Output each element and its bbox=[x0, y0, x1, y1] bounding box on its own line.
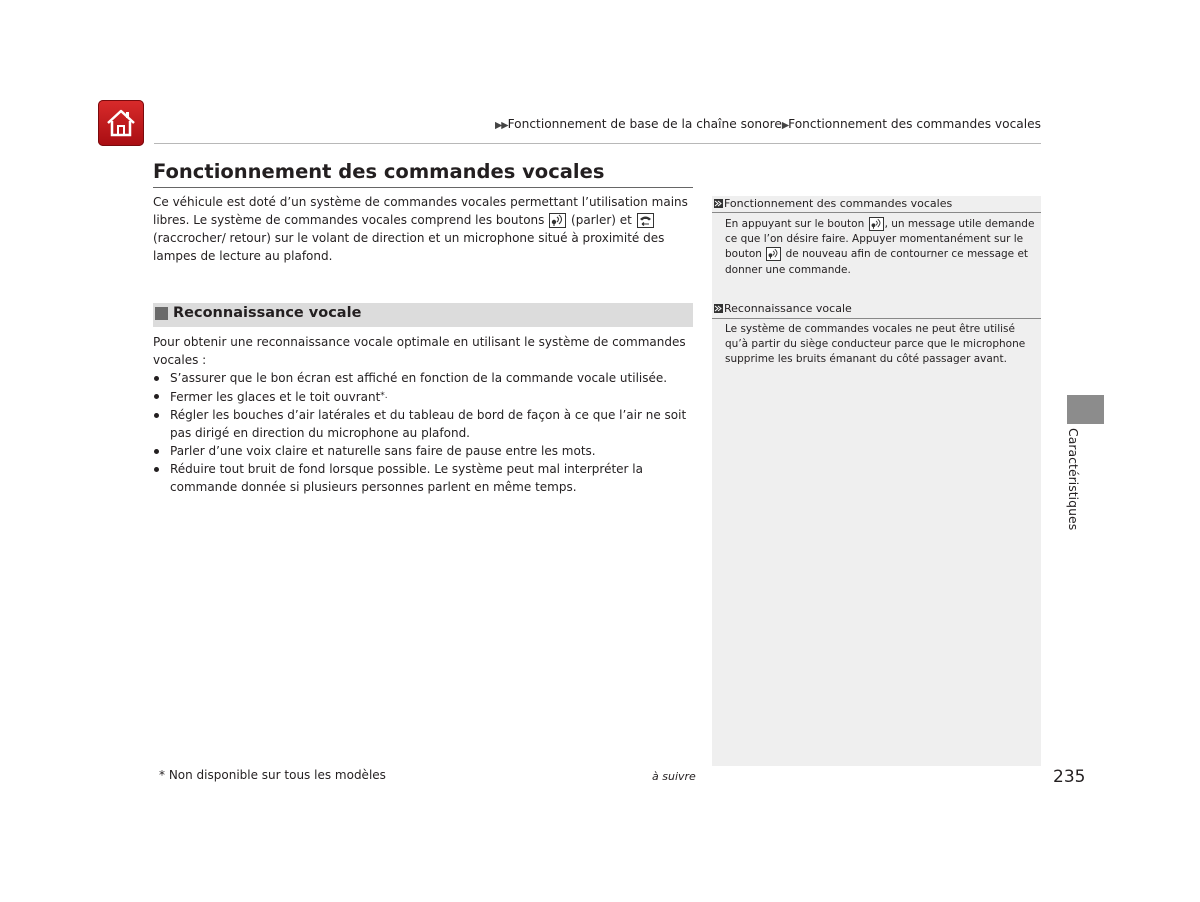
chapter-tab[interactable] bbox=[1067, 395, 1104, 424]
side-note-body bbox=[725, 217, 1035, 278]
list-item-text: Réduire tout bruit de fond lorsque possible. Le système peut mal interpréter la commande donnée si plusieurs personnes parlent en même temps. bbox=[170, 462, 643, 494]
footnote: * Non disponible sur tous les modèles bbox=[159, 768, 386, 782]
breadcrumb-arrow-icon: ▶ bbox=[781, 120, 789, 131]
section-title: Reconnaissance vocale bbox=[173, 305, 362, 321]
bullet-icon bbox=[154, 394, 159, 399]
side-note-body: Le système de commandes vocales ne peut être utilisé qu’à partir du siège conducteur parce que le microphone supprime les bruits émanant du côté passager avant. bbox=[725, 323, 1026, 366]
hang-up-back-button-icon bbox=[637, 213, 654, 228]
list-item-text: S’assurer que le bon écran est affiché en fonction de la commande vocale utilisée. bbox=[170, 371, 668, 385]
section-square-icon bbox=[155, 307, 168, 320]
talk-button-icon bbox=[549, 213, 566, 228]
list-item bbox=[153, 387, 698, 406]
home-button[interactable] bbox=[98, 100, 144, 146]
list-item bbox=[153, 460, 698, 496]
side-notes-panel bbox=[712, 196, 1041, 766]
side-note-title[interactable] bbox=[714, 197, 952, 210]
side-note-divider bbox=[712, 318, 1041, 319]
home-icon bbox=[105, 107, 137, 139]
footnote-mark: *. bbox=[380, 391, 388, 401]
note-badge-icon bbox=[714, 304, 723, 313]
bullet-list bbox=[153, 369, 698, 496]
side-note-title-text: Fonctionnement des commandes vocales bbox=[724, 197, 953, 210]
bullet-icon bbox=[154, 449, 159, 454]
page-title: Fonctionnement des commandes vocales bbox=[153, 160, 605, 183]
breadcrumb bbox=[420, 117, 1041, 131]
continued-label: à suivre bbox=[652, 770, 696, 783]
chapter-tab-label[interactable]: Caractéristiques bbox=[1066, 428, 1081, 531]
breadcrumb-arrow-icon: ▶▶ bbox=[494, 120, 508, 131]
side-note-text-1: En appuyant sur le bouton bbox=[725, 218, 868, 230]
header-divider bbox=[154, 143, 1041, 144]
side-note-text-3: de nouveau afin de contourner ce message et donner une commande. bbox=[725, 248, 1029, 276]
list-item bbox=[153, 369, 698, 387]
page-number: 235 bbox=[1053, 767, 1086, 787]
intro-paragraph bbox=[153, 193, 698, 265]
list-item bbox=[153, 442, 698, 460]
list-item bbox=[153, 406, 698, 442]
note-badge-icon bbox=[714, 199, 723, 208]
side-note-text-2: , un message utile demande ce que l’on désire faire. Appuyer momentanément sur le bouton bbox=[725, 218, 1035, 261]
breadcrumb-item-voice[interactable]: Fonctionnement des commandes vocales bbox=[788, 117, 1041, 131]
list-item-text: Parler d’une voix claire et naturelle sans faire de pause entre les mots. bbox=[170, 444, 596, 458]
bullet-icon bbox=[154, 467, 159, 472]
section-intro: Pour obtenir une reconnaissance vocale optimale en utilisant le système de commandes vocales : bbox=[153, 335, 686, 367]
intro-text-3: (raccrocher/ retour) sur le volant de direction et un microphone situé à proximité des lampes de lecture au plafond. bbox=[153, 231, 665, 263]
talk-button-icon bbox=[869, 217, 884, 231]
list-item-text: Régler les bouches d’air latérales et du tableau de bord de façon à ce que l’air ne soit pas dirigé en direction du microphone au plafond. bbox=[170, 408, 687, 440]
bullet-icon bbox=[154, 376, 159, 381]
list-item-text: Fermer les glaces et le toit ouvrant bbox=[170, 390, 381, 404]
breadcrumb-item-audio[interactable]: Fonctionnement de base de la chaîne sonore bbox=[507, 117, 782, 131]
bullet-icon bbox=[154, 413, 159, 418]
title-divider bbox=[153, 187, 693, 188]
side-note-divider bbox=[712, 212, 1041, 213]
side-note-title-text: Reconnaissance vocale bbox=[724, 302, 852, 315]
talk-button-icon bbox=[766, 247, 781, 261]
side-note-title[interactable] bbox=[714, 302, 852, 315]
intro-text-1: Ce véhicule est doté d’un système de commandes vocales permettant l’utilisation mains libres. Le système de commandes vocales comprend les boutons bbox=[153, 195, 688, 227]
intro-text-2: (parler) et bbox=[567, 213, 636, 227]
